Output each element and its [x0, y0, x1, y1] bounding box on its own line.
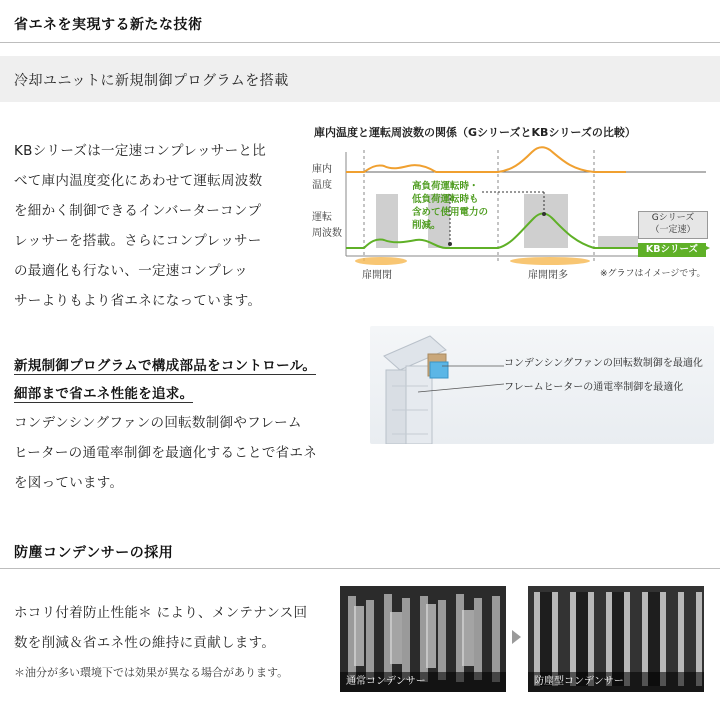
section-title-energy: 省エネを実現する新たな技術 — [14, 17, 203, 33]
g-series-bar — [598, 236, 638, 248]
condenser-footnote: ＊油分が多い環境下では効果が異なる場合があります。 — [14, 666, 289, 679]
y-label-frequency: 運転 — [312, 212, 332, 223]
kb-series-legend: KBシリーズ — [638, 243, 706, 257]
divider — [0, 568, 720, 569]
control-heading-2: 細部まで省エネ性能を追求。 — [14, 386, 194, 402]
y-label-temp: 温度 — [312, 180, 332, 191]
door-low-label: 扉開閉 — [362, 270, 392, 281]
arrow-right-icon — [512, 630, 521, 644]
door-high-label: 扉開閉多 — [528, 270, 568, 281]
door-low-glow — [355, 257, 407, 265]
control-paragraph: コンデンシングファンの回転数制御やフレーム ヒーターの通電率制御を最適化することで省エネ を図っています。 — [14, 415, 318, 491]
photo-dustproof-label: 防塵型コンデンサー — [528, 672, 704, 692]
kb-series-paragraph: KBシリーズは一定速コンプレッサーと比 べて庫内温度変化にあわせて運転周波数 を細かく制御できるインバーターコンプ レッサーを搭載。さらにコンプレッサー の最適化も行ない、一定速コンプレッ サーよりもより省エネになっています。 — [14, 143, 266, 309]
photo-dustproof-condenser — [528, 586, 704, 692]
band-heading-text: 冷却ユニットに新規制御プログラムを搭載 — [14, 73, 289, 89]
photo-normal-label: 通常コンデンサー — [340, 672, 506, 692]
y-label-frequency: 周波数 — [312, 228, 342, 239]
section-title-condenser: 防塵コンデンサーの採用 — [14, 545, 174, 561]
chart-disclaimer: ※グラフはイメージです。 — [600, 269, 706, 279]
door-high-glow — [510, 257, 590, 265]
y-label-temp: 庫内 — [312, 164, 332, 175]
control-heading-1: 新規制御プログラムで構成部品をコントロール。 — [14, 358, 317, 374]
callout-heater: フレームヒーターの通電率制御を最適化 — [504, 382, 684, 393]
callout-fan: コンデンシングファンの回転数制御を最適化 — [504, 358, 703, 369]
note-pointer-dot — [542, 212, 546, 216]
g-series-legend: Gシリーズ （一定速） — [638, 211, 708, 239]
note-pointer-dot — [448, 242, 452, 246]
chart-note: 高負荷運転時・ 低負荷運転時も 含めて使用電力の 削減。 — [412, 181, 489, 231]
condenser-paragraph: ホコリ付着防止性能＊ により、メンテナンス回 数を削減＆省エネ性の維持に貢献します。 — [14, 605, 308, 651]
chart-title: 庫内温度と運転周波数の関係（GシリーズとKBシリーズの比較） — [314, 126, 636, 139]
photo-normal-condenser — [340, 586, 506, 692]
temperature-curve — [346, 147, 626, 172]
divider — [0, 42, 720, 43]
